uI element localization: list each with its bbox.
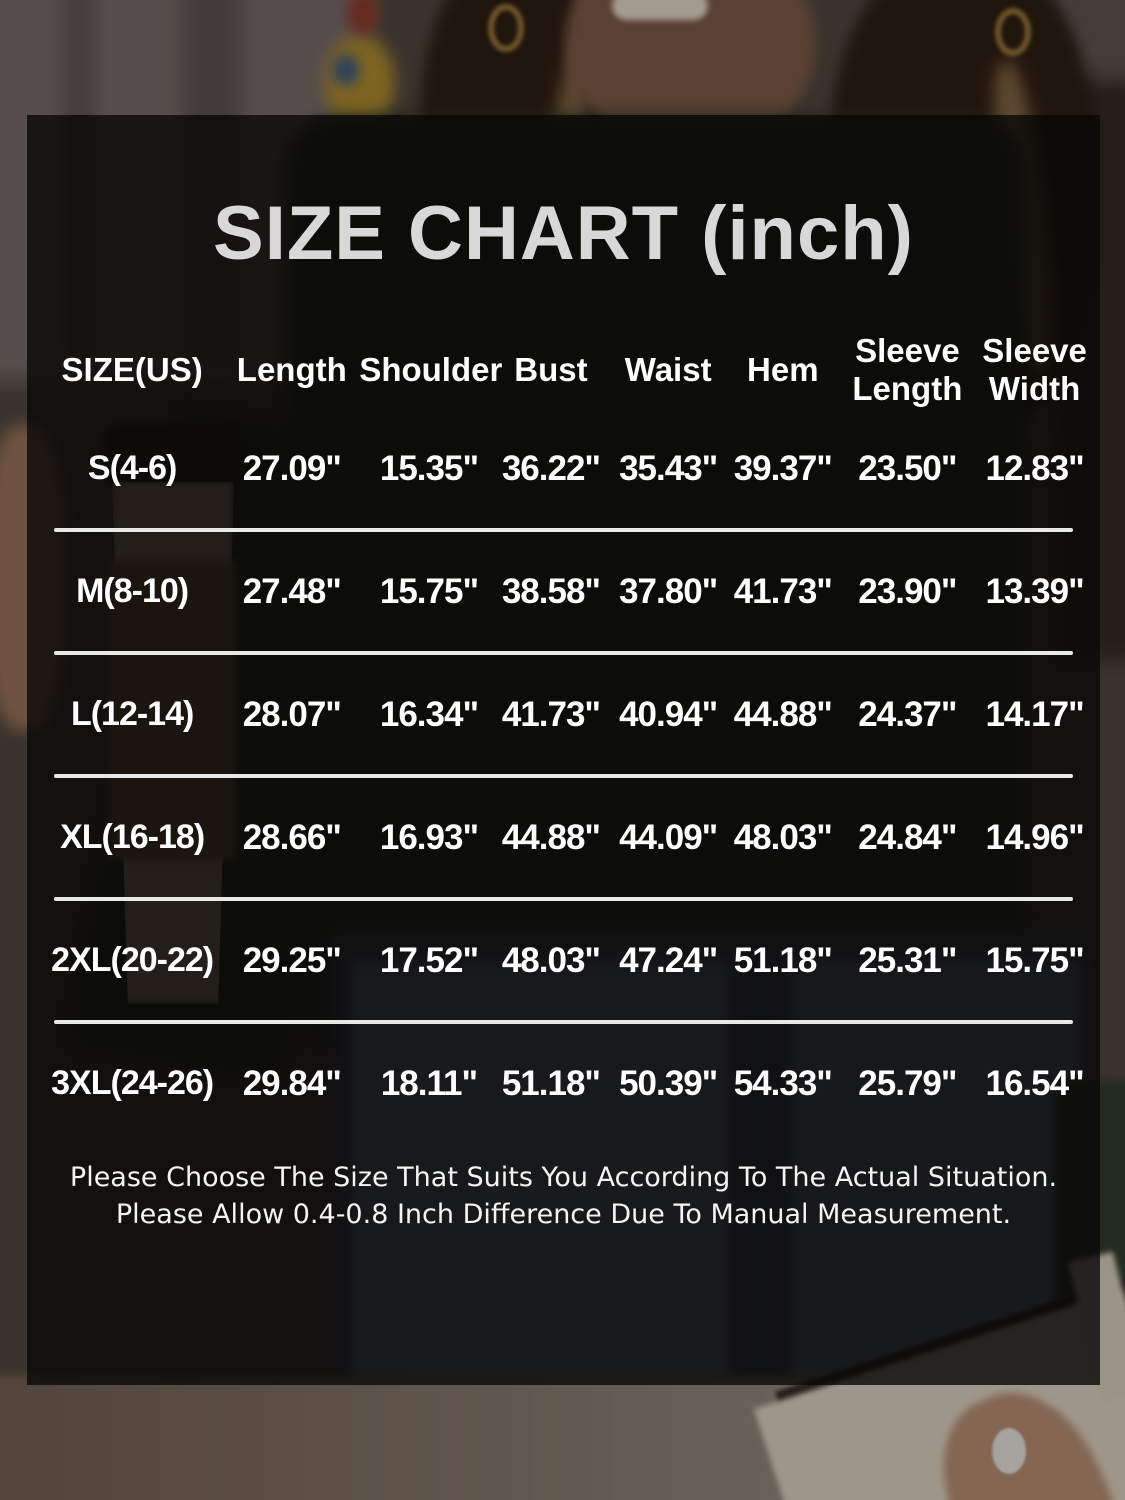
measurement-value: 29.84" [242, 1063, 341, 1103]
col-header-size: SIZE(US) [61, 351, 203, 388]
measurement-value: 23.90" [858, 571, 957, 611]
measurement-value: 28.66" [242, 817, 341, 857]
measurement-value: 25.79" [858, 1063, 957, 1103]
measurement-value: 12.83" [985, 448, 1084, 488]
measurement-value: 24.37" [858, 694, 957, 734]
table-row [27, 1024, 1100, 1143]
measurement-value: 15.35" [379, 448, 479, 488]
size-chart-panel [27, 115, 1100, 1385]
measurement-value: 35.43" [619, 448, 718, 488]
measurement-value: 47.24" [619, 940, 718, 980]
measurement-value: 24.84" [858, 817, 957, 857]
table-header-row [27, 331, 1100, 409]
measurement-value: 48.03" [501, 940, 601, 980]
size-label: S(4-6) [87, 449, 177, 487]
measurement-value: 25.31" [858, 940, 957, 980]
size-label: 2XL(20-22) [51, 941, 214, 979]
page-title: SIZE CHART (inch) [213, 191, 914, 276]
measurement-value: 41.73" [501, 694, 601, 734]
measurement-value: 15.75" [985, 940, 1084, 980]
measurement-value: 14.96" [985, 817, 1084, 857]
size-label: 3XL(24-26) [51, 1064, 214, 1102]
size-note [27, 1159, 1100, 1233]
size-note-line2: Please Allow 0.4-0.8 Inch Difference Due To Manual Measurement. [115, 1199, 1012, 1230]
size-label: M(8-10) [76, 572, 189, 610]
col-header-hem: Hem [747, 351, 819, 388]
table-row [27, 778, 1100, 897]
measurement-value: 18.11" [380, 1063, 478, 1103]
measurement-value: 13.39" [985, 571, 1084, 611]
measurement-value: 16.34" [379, 694, 479, 734]
table-row [27, 532, 1100, 651]
measurement-value: 54.33" [733, 1063, 832, 1103]
measurement-value: 38.58" [501, 571, 601, 611]
measurement-value: 17.52" [379, 940, 479, 980]
col-header-shoulder: Shoulder [359, 351, 503, 388]
measurement-value: 37.80" [619, 571, 718, 611]
table-body [27, 409, 1100, 1143]
size-label: L(12-14) [70, 695, 194, 733]
col-header-waist: Waist [624, 351, 712, 388]
measurement-value: 51.18" [733, 940, 832, 980]
measurement-value: 44.09" [619, 817, 718, 857]
measurement-value: 16.54" [985, 1063, 1084, 1103]
measurement-value: 27.09" [242, 448, 341, 488]
measurement-value: 14.17" [985, 694, 1084, 734]
measurement-value: 50.39" [619, 1063, 718, 1103]
measurement-value: 28.07" [242, 694, 341, 734]
col-header-sleeve-width: Sleeve Width [982, 332, 1087, 407]
table-row [27, 901, 1100, 1020]
table-row [27, 409, 1100, 528]
measurement-value: 44.88" [733, 694, 832, 734]
table-row [27, 655, 1100, 774]
col-header-sleeve-length: Sleeve Length [852, 332, 963, 407]
measurement-value: 44.88" [501, 817, 601, 857]
measurement-value: 23.50" [858, 448, 957, 488]
measurement-value: 15.75" [379, 571, 479, 611]
col-header-length: Length [236, 351, 347, 388]
measurement-value: 27.48" [242, 571, 341, 611]
size-label: XL(16-18) [60, 818, 205, 856]
measurement-value: 48.03" [733, 817, 832, 857]
col-header-bust: Bust [514, 351, 588, 388]
measurement-value: 41.73" [733, 571, 832, 611]
measurement-value: 40.94" [619, 694, 718, 734]
measurement-value: 29.25" [242, 940, 341, 980]
measurement-value: 39.37" [733, 448, 832, 488]
measurement-value: 51.18" [501, 1063, 601, 1103]
measurement-value: 36.22" [501, 448, 601, 488]
size-note-line1: Please Choose The Size That Suits You According To The Actual Situation. [69, 1162, 1058, 1193]
measurement-value: 16.93" [379, 817, 479, 857]
